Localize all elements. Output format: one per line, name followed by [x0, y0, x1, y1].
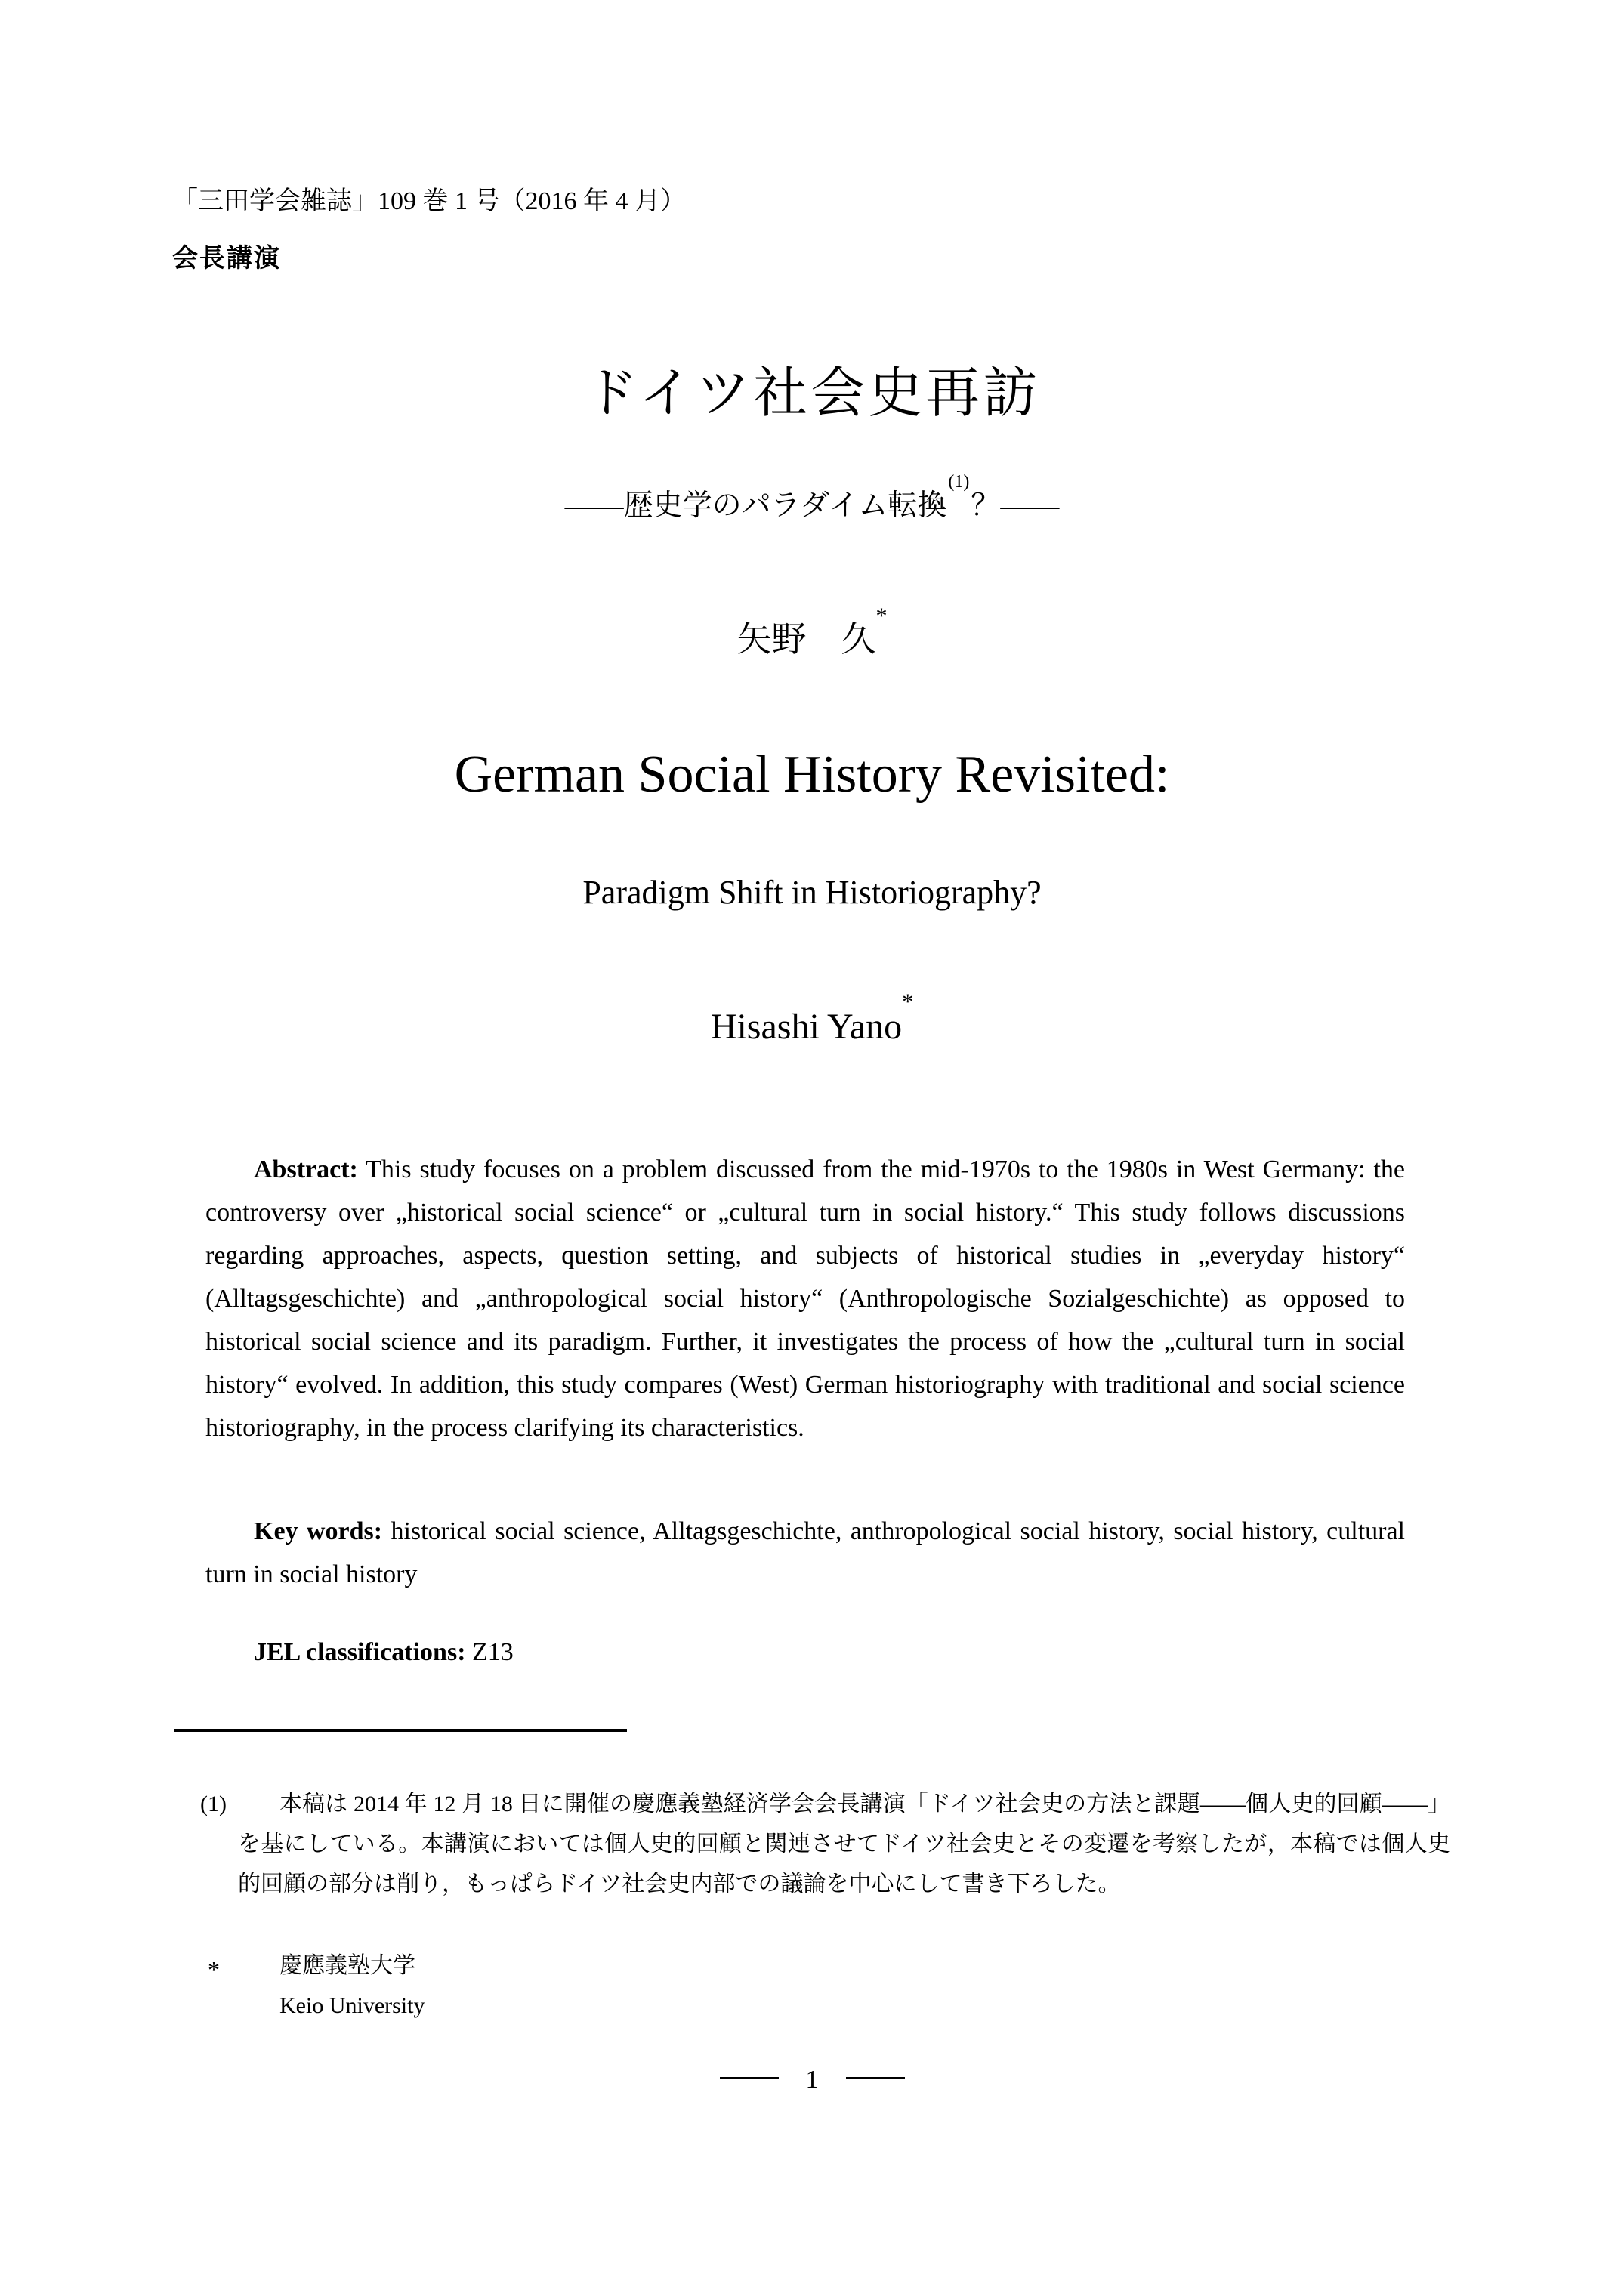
footnote-1-reference: (1) — [948, 472, 970, 492]
footnote-1-marker: (1) — [200, 1792, 227, 1816]
page-number: 1 — [805, 2066, 819, 2094]
footnote-separator-rule — [174, 1729, 627, 1732]
footer-right-dash — [846, 2077, 905, 2079]
title-english: German Social History Revisited: — [454, 745, 1170, 804]
subtitle-japanese — [0, 472, 1624, 524]
keywords-paragraph — [205, 1510, 1405, 1596]
subtitle-japanese-text: ——歴史学のパラダイム転換 — [564, 489, 947, 522]
affiliation-english: Keio University — [279, 1993, 425, 2018]
abstract-paragraph — [205, 1148, 1405, 1449]
author-japanese — [0, 603, 1624, 662]
title-japanese: ドイツ社会史再訪 — [583, 363, 1041, 424]
footnote-1 — [174, 1784, 1450, 1904]
jel-text: Z13 — [472, 1638, 514, 1666]
author-japanese-name: 矢野 久 — [736, 620, 876, 659]
keywords-text: historical social science, Alltagsgeschichte, anthropological social history, social history, cultural turn in social history — [205, 1517, 1405, 1588]
author-affiliation-reference: * — [875, 603, 888, 628]
page-footer — [0, 2066, 1624, 2094]
affiliation-footnote-marker: * — [208, 1956, 220, 1983]
jel-label: JEL classifications: — [254, 1638, 466, 1666]
article-category-label: 会長講演 — [172, 244, 281, 273]
author-english — [0, 989, 1624, 1048]
affiliation-japanese: 慶應義塾大学 — [279, 1953, 415, 1978]
subtitle-japanese-tail: ？—— — [971, 489, 1060, 522]
journal-issue-line: 「三田学会雑誌」109 巻 1 号（2016 年 4 月） — [172, 187, 686, 215]
author-english-name: Hisashi Yano — [710, 1007, 903, 1047]
keywords-label: Key words: — [254, 1517, 383, 1545]
jel-paragraph — [205, 1631, 1405, 1674]
affiliation-footnote — [174, 1946, 1450, 2026]
author-english-affiliation-reference: * — [902, 989, 914, 1014]
abstract-text: This study focuses on a problem discussed from the mid-1970s to the 1980s in West Germany: the controversy over „historical social science“ or „cultural turn in social history.“ This study follows discussions regarding approaches, aspects, question setting, and subjects of historical studies in „everyday history“ (Alltagsgeschichte) and „anthropological social history“ (Anthropologische Sozialgeschichte) as opposed to historical social science and its paradigm. Further, it investigates the process of how the „cultural turn in social history“ evolved. In addition, this study compares (West) German historiography with traditional and social science historiography, in the process clarifying its characteristics. — [205, 1156, 1405, 1442]
footnote-1-text: 本稿は 2014 年 12 月 18 日に開催の慶應義塾経済学会会長講演「ドイツ社会史の方法と課題——個人史的回顧——」を基にしている。本講演においては個人史的回顧と関連させてドイツ社会史とその変遷を考察したが，本稿では個人史的回顧の部分は削り，もっぱらドイツ社会史内部での議論を中心にして書き下ろした。 — [238, 1792, 1450, 1896]
subtitle-english: Paradigm Shift in Historiography? — [582, 874, 1042, 911]
abstract-label: Abstract: — [254, 1156, 358, 1184]
footer-left-dash — [720, 2077, 779, 2079]
